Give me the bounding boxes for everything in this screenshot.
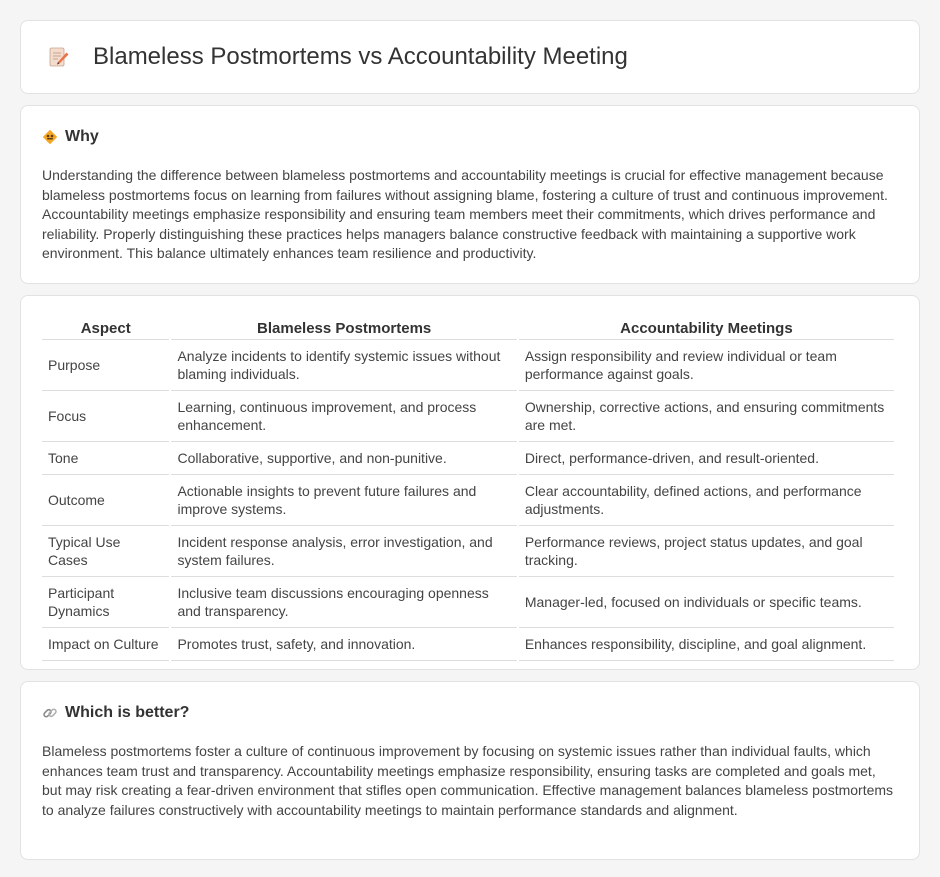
aspect-cell: Typical Use Cases	[42, 526, 169, 577]
blameless-cell: Learning, continuous improvement, and process enhancement.	[171, 391, 516, 442]
table-header-row	[42, 316, 894, 340]
which-text: Blameless postmortems foster a culture of continuous improvement by focusing on systemic issues rather than individual faults, which enhances team trust and transparency. Accountability meetings emphasize responsibility, ensuring tasks are completed and goals met, but may risk creating a fear-driven environment that stifles open communication. Effective management balances blameless postmortems to analyze failures constructively with accountability meetings to maintain performance standards and alignment.	[42, 743, 894, 818]
blameless-cell: Promotes trust, safety, and innovation.	[171, 628, 516, 661]
header-blameless-postmortems: Blameless Postmortems	[171, 316, 516, 340]
diamond-sign-icon	[42, 129, 58, 145]
table-row	[42, 475, 894, 526]
why-text: Understanding the difference between blameless postmortems and accountability meetings is crucial for effective management because blameless postmortems focus on learning from failures without assigning blame, fostering a culture of trust and continuous improvement. Accountability meetings emphasize responsibility and ensuring team members meet their commitments, which drives performance and reliability. Properly distinguishing these practices helps managers balance constructive feedback with maintaining a supportive work environment. This balance ultimately enhances team resilience and productivity.	[42, 167, 888, 262]
aspect-cell: Focus	[42, 391, 169, 442]
accountability-cell: Ownership, corrective actions, and ensuring commitments are met.	[519, 391, 894, 442]
table-row	[42, 340, 894, 391]
blameless-cell: Actionable insights to prevent future failures and improve systems.	[171, 475, 516, 526]
table-row	[42, 577, 894, 628]
accountability-cell: Assign responsibility and review individual or team performance against goals.	[519, 340, 894, 391]
aspect-cell: Impact on Culture	[42, 628, 169, 661]
which-section	[20, 681, 920, 860]
table-row	[42, 391, 894, 442]
comparison-table	[40, 316, 896, 661]
table-row	[42, 628, 894, 661]
aspect-cell: Purpose	[42, 340, 169, 391]
document-pencil-icon	[47, 45, 71, 69]
which-title: Which is better?	[65, 704, 190, 721]
title-card	[20, 20, 920, 94]
accountability-cell: Direct, performance-driven, and result-oriented.	[519, 442, 894, 475]
blameless-cell: Inclusive team discussions encouraging openness and transparency.	[171, 577, 516, 628]
table-row	[42, 442, 894, 475]
accountability-cell: Manager-led, focused on individuals or specific teams.	[519, 577, 894, 628]
why-section	[20, 105, 920, 284]
header-aspect: Aspect	[42, 316, 169, 340]
why-title: Why	[65, 128, 99, 145]
blameless-cell: Analyze incidents to identify systemic issues without blaming individuals.	[171, 340, 516, 391]
aspect-cell: Tone	[42, 442, 169, 475]
accountability-cell: Clear accountability, defined actions, and performance adjustments.	[519, 475, 894, 526]
aspect-cell: Outcome	[42, 475, 169, 526]
table-row	[42, 526, 894, 577]
blameless-cell: Collaborative, supportive, and non-punitive.	[171, 442, 516, 475]
accountability-cell: Enhances responsibility, discipline, and goal alignment.	[519, 628, 894, 661]
link-icon	[42, 705, 58, 721]
page-title: Blameless Postmortems vs Accountability Meeting	[93, 43, 628, 70]
accountability-cell: Performance reviews, project status updates, and goal tracking.	[519, 526, 894, 577]
header-accountability-meetings: Accountability Meetings	[519, 316, 894, 340]
blameless-cell: Incident response analysis, error investigation, and system failures.	[171, 526, 516, 577]
comparison-card	[20, 295, 920, 670]
aspect-cell: Participant Dynamics	[42, 577, 169, 628]
